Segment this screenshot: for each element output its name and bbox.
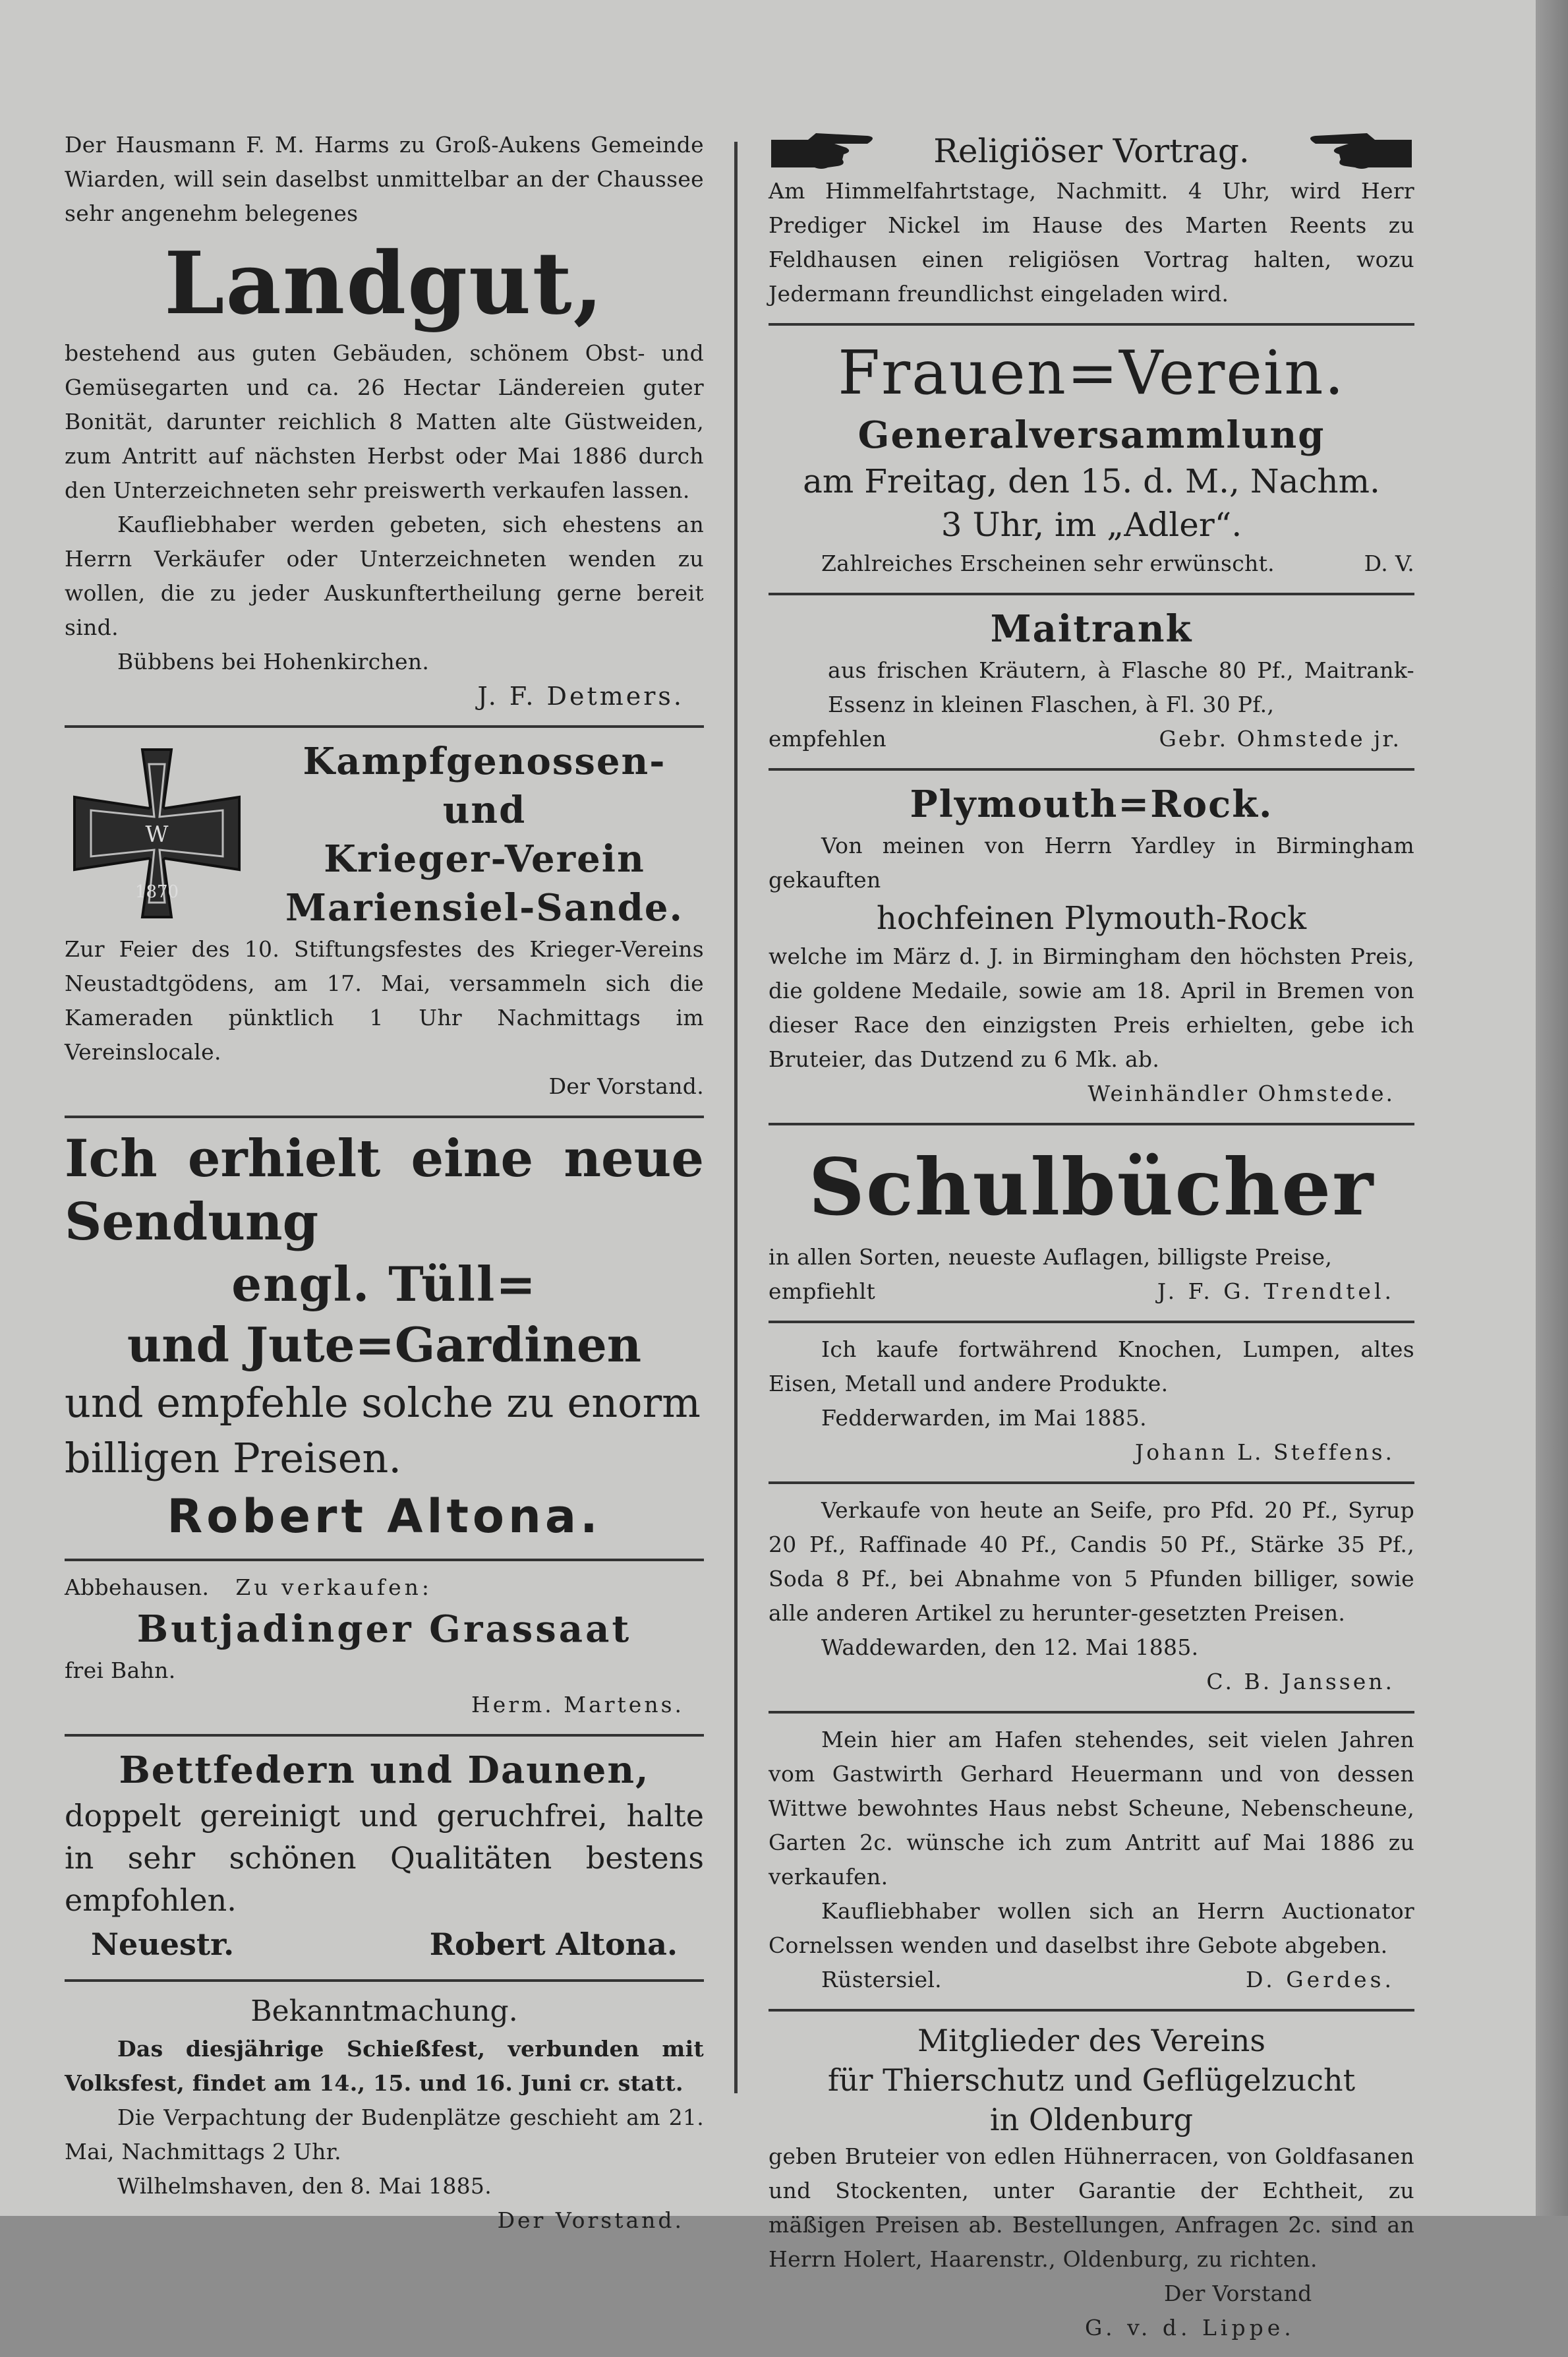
grassaat-place: Abbehausen.	[65, 1574, 210, 1600]
haus-body2: Kaufliebhaber wollen sich an Herrn Auctionator Cornelssen wenden und daselbst ihre Gebote abgeben.	[769, 1898, 1414, 1958]
krieger-title3: Mariensiel-Sande.	[285, 886, 684, 930]
ad-schulbuecher	[769, 1125, 1414, 1323]
bekanntmachung-signature: Der Vorstand.	[497, 2207, 684, 2233]
page-edge	[1536, 0, 1568, 2216]
haus-signature: D. Gerdes.	[1245, 1967, 1395, 1992]
right-column	[769, 119, 1414, 2341]
frauenverein-line2: 3 Uhr, im „Adler“.	[941, 506, 1242, 544]
plymouth-signature: Weinhändler Ohmstede.	[1088, 1081, 1395, 1106]
bekanntmachung-body: Das diesjährige Schießfest, verbunden mit Volksfest, findet am 14., 15. und 16. Juni cr. statt.	[65, 2036, 704, 2096]
ad-maitrank	[769, 595, 1414, 771]
landgut-body2: Kaufliebhaber werden gebeten, sich ehestens an Herrn Verkäufer oder Unterzeichneten wenden zu wollen, die zu jeder Auskunftertheilung gerne bereit sind.	[65, 512, 704, 640]
krieger-title2: Krieger-Verein	[324, 837, 645, 881]
thierschutz-sig1: Der Vorstand	[1164, 2281, 1312, 2306]
column-divider	[734, 142, 738, 2093]
gardinen-word-1: Ich	[65, 1129, 158, 1189]
bettfedern-place: Neuestr.	[91, 1926, 235, 1962]
haus-body: Mein hier am Hafen stehendes, seit vielen Jahren vom Gastwirth Gerhard Heuermann und von dessen Wittwe bewohntes Haus nebst Scheune, Nebenscheune, Garten 2c. wünsche ich zum Antritt auf Mai 1886 zu verkaufen.	[769, 1727, 1414, 1890]
landgut-place: Bübbens bei Hohenkirchen.	[117, 649, 430, 674]
gardinen-word-4: neue	[564, 1129, 704, 1189]
bekanntmachung-title: Bekanntmachung.	[250, 1994, 518, 2028]
seife-date: Waddewarden, den 12. Mai 1885.	[821, 1634, 1199, 1660]
thierschutz-sig2: G. v. d. Lippe.	[1085, 2315, 1295, 2341]
ad-haus	[769, 1714, 1414, 2012]
frauenverein-title: Frauen=Verein.	[838, 338, 1345, 408]
thierschutz-title1: Mitglieder des Vereins	[917, 2023, 1265, 2058]
maitrank-body: aus frischen Kräutern, à Flasche 80 Pf., Maitrank-Essenz in kleinen Flaschen, à Fl. 30 Pf.,	[828, 657, 1414, 717]
knochen-body: Ich kaufe fortwährend Knochen, Lumpen, altes Eisen, Metall und andere Produkte.	[769, 1336, 1414, 1396]
knochen-date: Fedderwarden, im Mai 1885.	[821, 1405, 1147, 1431]
ad-landgut	[65, 119, 704, 728]
ad-bettfedern	[65, 1737, 704, 1982]
ad-krieger-verein	[65, 728, 704, 1118]
gardinen-word-3: eine	[411, 1129, 534, 1189]
krieger-body: Zur Feier des 10. Stiftungsfestes des Krieger-Vereins Neustadtgödens, am 17. Mai, versammeln sich die Kameraden pünktlich 1 Uhr Nachmittags im Vereinslocale.	[65, 936, 704, 1065]
ad-bekanntmachung	[65, 1982, 704, 2250]
plymouth-subtitle: hochfeinen Plymouth-Rock	[876, 900, 1307, 937]
bettfedern-signature: Robert Altona.	[429, 1926, 678, 1962]
gardinen-word-2: erhielt	[187, 1129, 381, 1189]
ad-grassaat	[65, 1561, 704, 1737]
gardinen-headline-row	[65, 1127, 704, 1191]
schulbuecher-signature: J. F. G. Trendtel.	[1157, 1278, 1395, 1304]
bettfedern-body: doppelt gereinigt und geruchfrei, halte in sehr schönen Qualitäten bestens empfohlen.	[65, 1798, 704, 1918]
ad-thierschutz	[769, 2012, 1414, 2357]
gardinen-line3: und empfehle solche zu enorm	[65, 1379, 701, 1427]
grassaat-signature: Herm. Martens.	[471, 1692, 684, 1717]
maitrank-title: Maitrank	[990, 607, 1193, 651]
ad-religioeser-vortrag	[769, 119, 1414, 326]
landgut-title: Landgut,	[164, 233, 604, 334]
ad-knochen	[769, 1323, 1414, 1484]
plymouth-title: Plymouth=Rock.	[910, 783, 1273, 826]
thierschutz-title3: in Oldenburg	[989, 2102, 1194, 2137]
krieger-title1: Kampfgenossen- und	[303, 740, 666, 832]
maitrank-recommend: empfehlen	[769, 726, 886, 752]
haus-place: Rüstersiel.	[821, 1967, 942, 1992]
thierschutz-title2: für Thierschutz und Geflügelzucht	[827, 2062, 1356, 2098]
schulbuecher-recommend: empfiehlt	[769, 1278, 876, 1304]
seife-body: Verkaufe von heute an Seife, pro Pfd. 20 Pf., Syrup 20 Pf., Raffinade 40 Pf., Candis 50 Pf., Stärke 35 Pf., Soda 8 Pf., bei Abnahme von 5 Pfunden billiger, sowie alle anderen Artikel zu herunter-gesetzten Preisen.	[769, 1497, 1414, 1626]
plymouth-intro: Von meinen von Herrn Yardley in Birmingham gekauften	[769, 833, 1414, 893]
seife-signature: C. B. Janssen.	[1206, 1669, 1395, 1694]
grassaat-title: Butjadinger Grassaat	[136, 1607, 632, 1651]
pointing-hand-right-icon	[769, 128, 881, 174]
bettfedern-title: Bettfedern und Daunen,	[119, 1748, 650, 1792]
landgut-body: bestehend aus guten Gebäuden, schönem Obst- und Gemüsegarten und ca. 26 Hectar Ländereien guter Bonität, darunter reichlich 8 Matten alte Güstweiden, zum Antritt auf nächsten Herbst oder Mai 1886 durch den Unterzeichneten sehr preiswerth verkaufen lassen.	[65, 340, 704, 503]
gardinen-title1: engl. Tüll=	[231, 1256, 537, 1312]
frauenverein-note: Zahlreiches Erscheinen sehr erwünscht.	[821, 551, 1275, 576]
bekanntmachung-body2: Die Verpachtung der Budenplätze geschieht am 21. Mai, Nachmittags 2 Uhr.	[65, 2104, 704, 2164]
landgut-signature: J. F. Detmers.	[477, 682, 684, 711]
ad-frauen-verein	[769, 326, 1414, 595]
thierschutz-body: geben Bruteier von edlen Hühnerracen, von Goldfasanen und Stockenten, unter Garantie der Echtheit, zu mäßigen Preisen ab. Bestellungen, Anfragen 2c. sind an Herrn Holert, Haarenstr., Oldenburg, zu richten.	[769, 2143, 1414, 2272]
ad-gardinen	[65, 1118, 704, 1561]
frauenverein-signature: D. V.	[1364, 551, 1414, 576]
svg-text:1870: 1870	[134, 882, 179, 902]
landgut-intro: Der Hausmann F. M. Harms zu Groß-Aukens Gemeinde Wiarden, will sein daselbst unmittelbar an der Chaussee sehr angenehm belegenes	[65, 132, 704, 226]
ad-seife	[769, 1484, 1414, 1714]
gardinen-line2: Sendung	[65, 1192, 319, 1252]
svg-text:W: W	[145, 821, 169, 848]
maitrank-signature: Gebr. Ohmstede jr.	[1159, 726, 1401, 752]
bekanntmachung-date: Wilhelmshaven, den 8. Mai 1885.	[117, 2173, 492, 2199]
left-column	[65, 119, 704, 2233]
frauenverein-line: am Freitag, den 15. d. M., Nachm.	[803, 462, 1380, 500]
grassaat-line: frei Bahn.	[65, 1657, 176, 1683]
pointing-hand-left-icon	[1302, 128, 1414, 174]
knochen-signature: Johann L. Steffens.	[1135, 1439, 1395, 1465]
gardinen-title2: und Jute=Gardinen	[127, 1317, 642, 1373]
krieger-signature: Der Vorstand.	[548, 1073, 704, 1099]
gardinen-signature: Robert Altona.	[167, 1489, 602, 1543]
schulbuecher-body: in allen Sorten, neueste Auflagen, billigste Preise,	[769, 1244, 1333, 1270]
ad-plymouth-rock	[769, 771, 1414, 1125]
grassaat-offer: Zu verkaufen:	[235, 1574, 432, 1600]
vortrag-body: Am Himmelfahrtstage, Nachmitt. 4 Uhr, wird Herr Prediger Nickel im Hause des Marten Reents zu Feldhausen einen religiösen Vortrag halten, wozu Jedermann freundlichst eingeladen wird.	[769, 178, 1414, 307]
plymouth-body: welche im März d. J. in Birmingham den höchsten Preis, die goldene Medaile, sowie am 18. April in Bremen von dieser Race den einzigsten Preis erhielten, gebe ich Bruteier, das Dutzend zu 6 Mk. ab.	[769, 943, 1414, 1072]
vortrag-title: Religiöser Vortrag.	[933, 132, 1250, 170]
gardinen-line4: billigen Preisen.	[65, 1434, 402, 1482]
schulbuecher-title: Schulbücher	[808, 1141, 1375, 1233]
iron-cross-icon	[65, 744, 249, 925]
frauenverein-subtitle: Generalversammlung	[857, 413, 1325, 457]
